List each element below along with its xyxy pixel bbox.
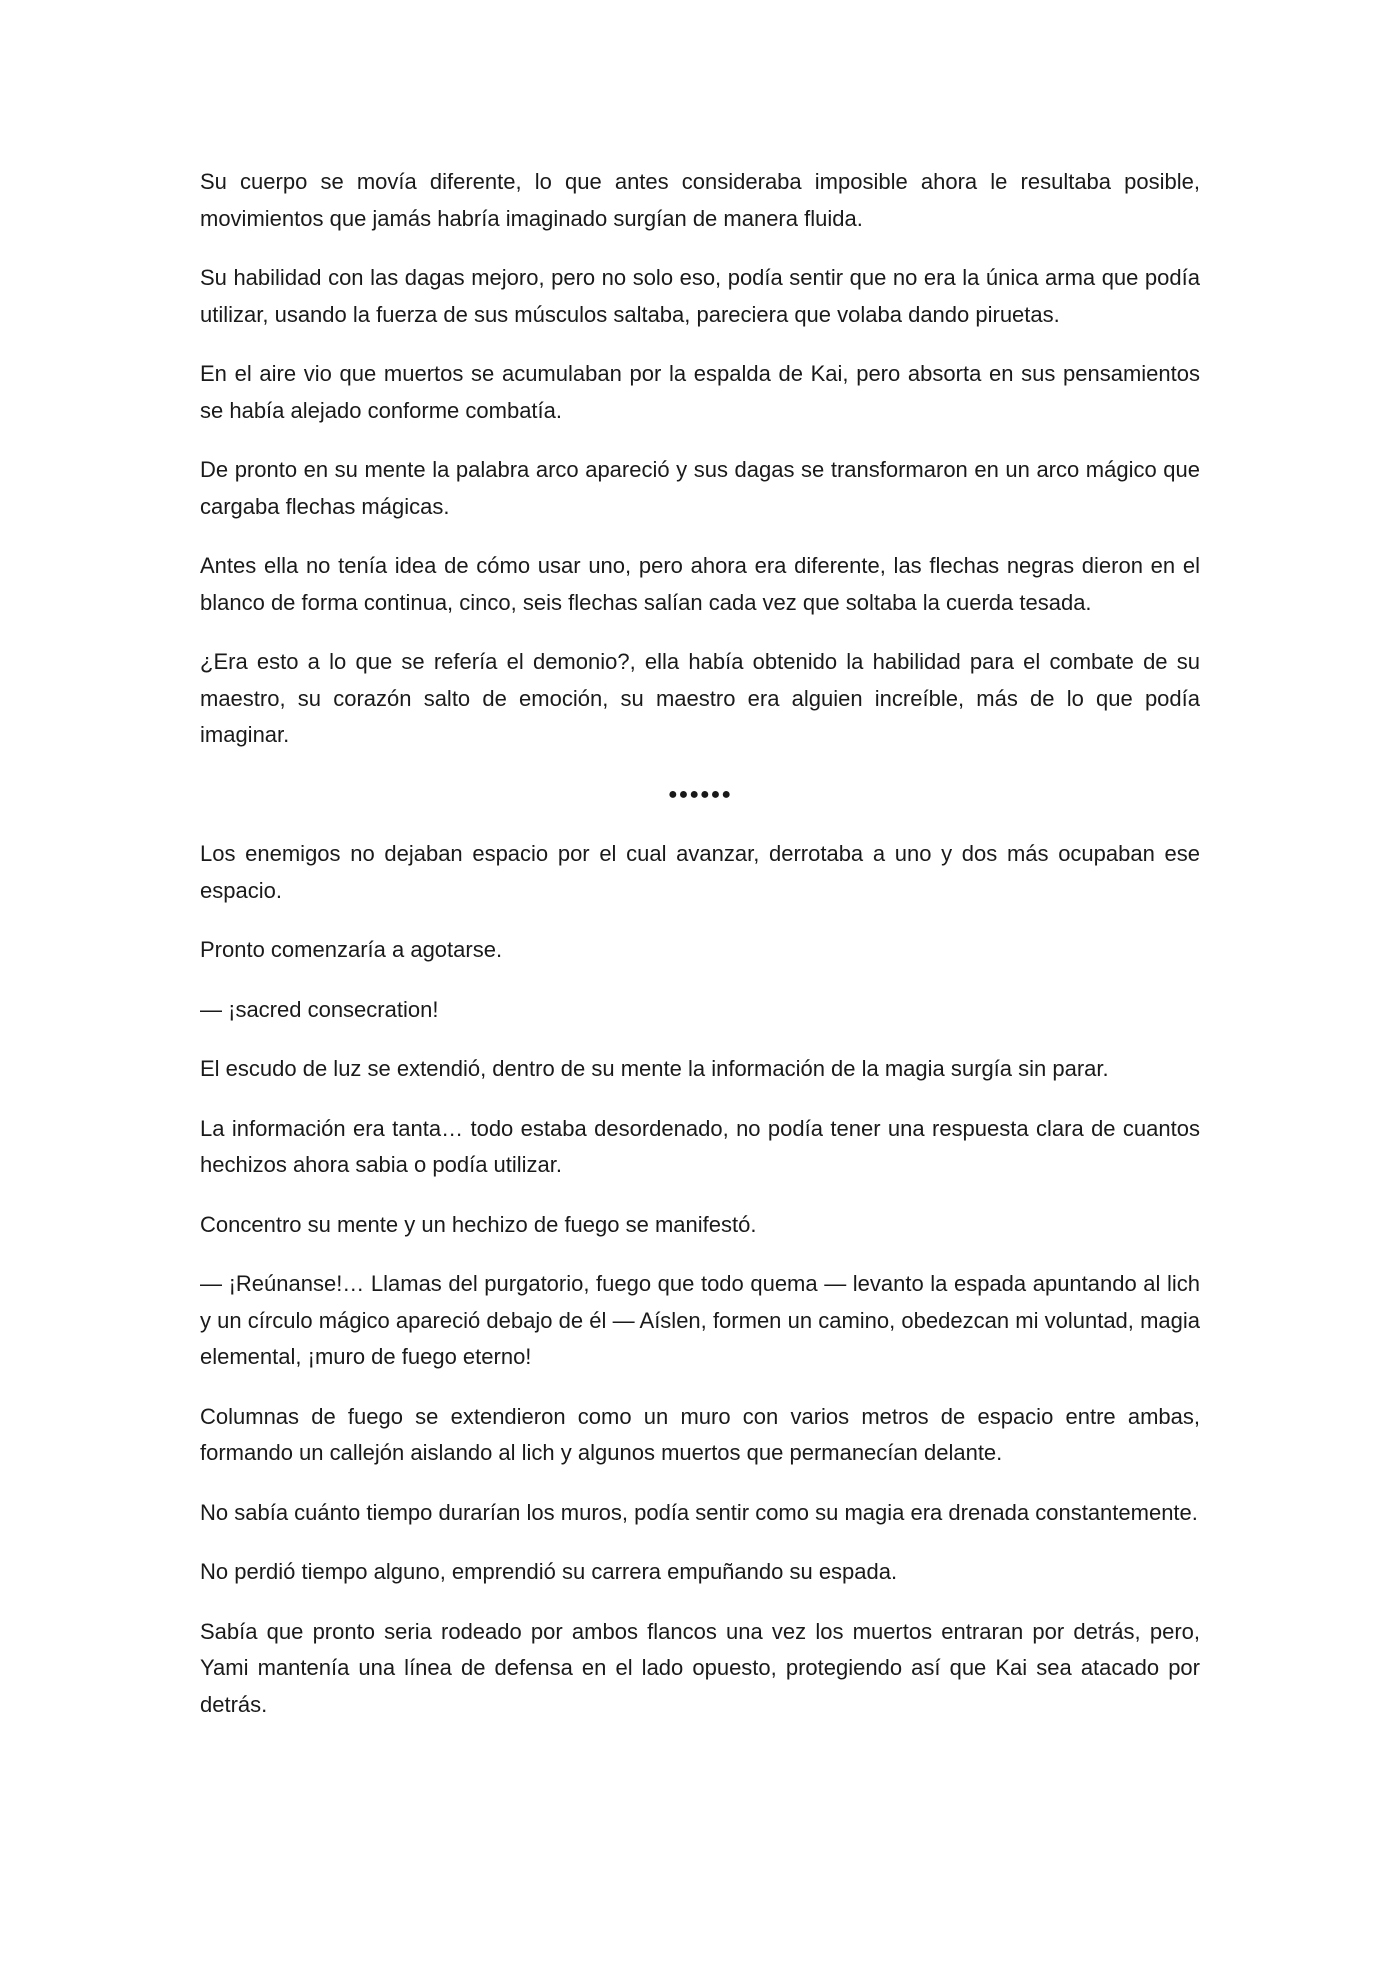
page-content <box>200 164 1200 1746</box>
paragraph: No perdió tiempo alguno, emprendió su carrera empuñando su espada. <box>200 1559 898 1584</box>
paragraph: En el aire vio que muertos se acumulaban por la espalda de Kai, pero absorta en sus pensamientos se había alejado conforme combatía. <box>200 361 1200 423</box>
paragraph: Concentro su mente y un hechizo de fuego se manifestó. <box>200 1211 757 1237</box>
paragraph: Su cuerpo se movía diferente, lo que antes consideraba imposible ahora le resultaba posible, movimientos que jamás habría imaginado surgían de manera fluida. <box>200 169 1200 231</box>
paragraph: Antes ella no tenía idea de cómo usar uno, pero ahora era diferente, las flechas negras dieron en el blanco de forma continua, cinco, seis flechas salían cada vez que soltaba la cuerda tesada. <box>200 553 1200 615</box>
paragraph: ¿Era esto a lo que se refería el demonio?, ella había obtenido la habilidad para el combate de su maestro, su corazón salto de emoción, su maestro era alguien increíble, más de lo que podía imaginar. <box>200 649 1200 747</box>
dialogue-line: — ¡Reúnanse!… Llamas del purgatorio, fuego que todo quema — levanto la espada apuntando al lich y un círculo mágico apareció debajo de él — Aíslen, formen un camino, obedezcan mi voluntad, magia elemental, ¡muro de fuego eterno! <box>200 1271 1200 1369</box>
scene-separator: ●●●●●● <box>668 785 732 803</box>
paragraph: Los enemigos no dejaban espacio por el cual avanzar, derrotaba a uno y dos más ocupaban ese espacio. <box>200 841 1200 903</box>
paragraph: Su habilidad con las dagas mejoro, pero no solo eso, podía sentir que no era la única arma que podía utilizar, usando la fuerza de sus músculos saltaba, pareciera que volaba dando piruetas. <box>200 265 1200 327</box>
paragraph: Columnas de fuego se extendieron como un muro con varios metros de espacio entre ambas, formando un callejón aislando al lich y algunos muertos que permanecían delante. <box>200 1403 1200 1465</box>
paragraph: La información era tanta… todo estaba desordenado, no podía tener una respuesta clara de cuantos hechizos ahora sabia o podía utilizar. <box>200 1115 1200 1177</box>
paragraph: Pronto comenzaría a agotarse. <box>200 937 503 962</box>
paragraph: De pronto en su mente la palabra arco apareció y sus dagas se transformaron en un arco mágico que cargaba flechas mágicas. <box>200 457 1200 519</box>
paragraph: El escudo de luz se extendió, dentro de su mente la información de la magia surgía sin parar. <box>200 1056 1109 1081</box>
paragraph: Sabía que pronto seria rodeado por ambos flancos una vez los muertos entraran por detrás, pero, Yami mantenía una línea de defensa en el lado opuesto, protegiendo así que Kai sea atacado por detrás. <box>200 1618 1200 1717</box>
paragraph: No sabía cuánto tiempo durarían los muros, podía sentir como su magia era drenada constantemente. <box>200 1499 1198 1525</box>
dialogue-line: — ¡sacred consecration! <box>200 996 439 1022</box>
